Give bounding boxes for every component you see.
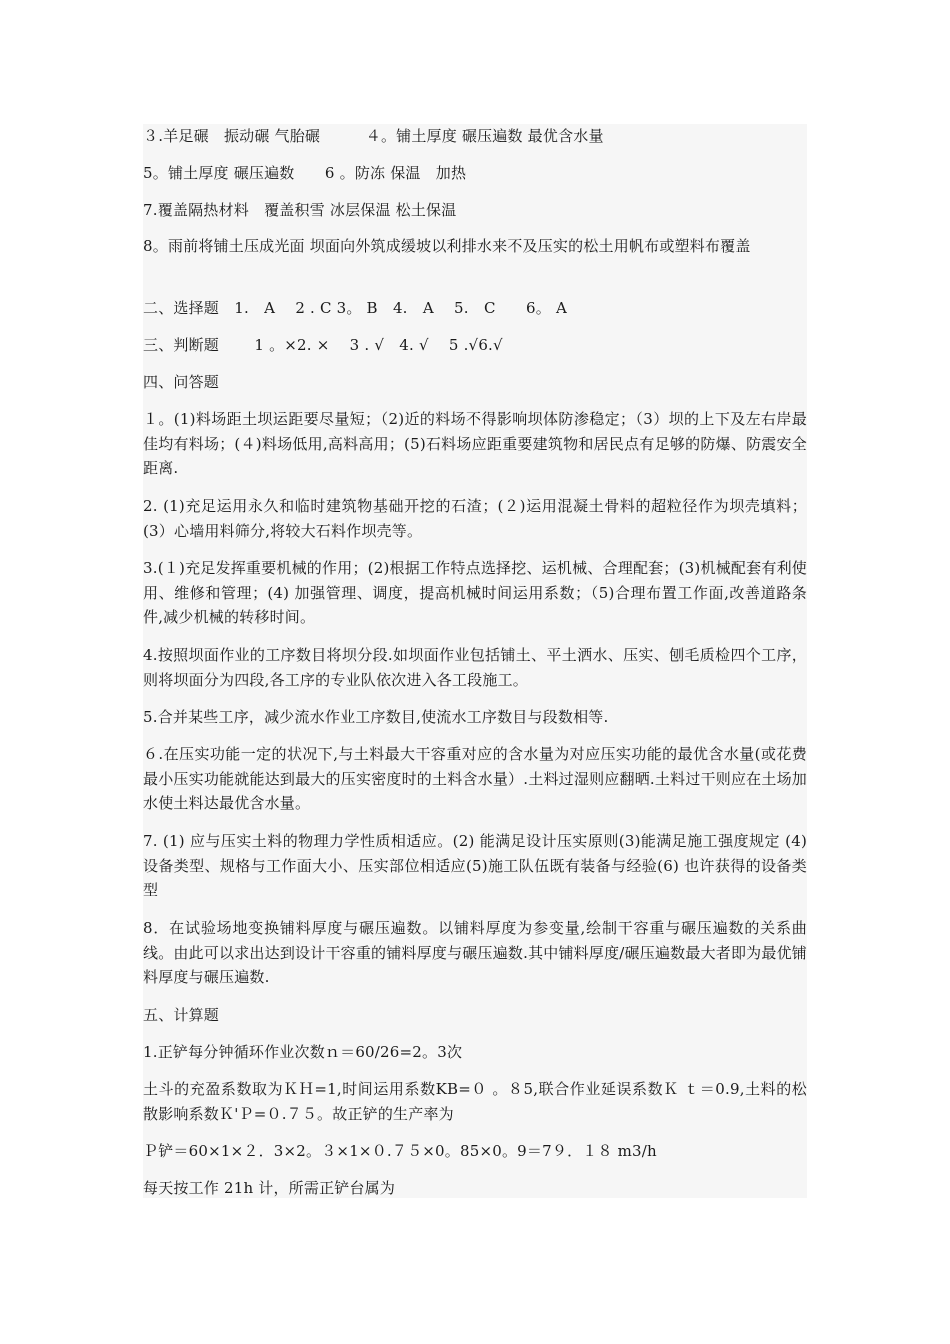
section-heading-calc: 五、计算题 xyxy=(143,1006,220,1024)
section-judgement-answers: 三、判断题 1 。×2. × 3 . √ 4. √ 5 .√6.√ xyxy=(143,336,503,354)
calc-line-1: 1.正铲每分钟循环作业次数ｎ＝60/26=2。3次 xyxy=(143,1043,463,1061)
qa-answer-7: 7. (1) 应与压实土料的物理力学性质相适应。(2) 能满足设计压实原则(3)能满足施工强度规定 (4)设备类型、规格与工作面大小、压实部位相适应(5)施工队伍既有装备与经验(6) 也许获得的设备类型 xyxy=(143,832,807,899)
answer-fill-3-4: ３.羊足碾 振动碾 气胎碾 ４。铺土厚度 碾压遍数 最优含水量 xyxy=(143,127,604,145)
document-body xyxy=(143,124,807,1198)
answer-fill-5-6: 5。铺土厚度 碾压遍数 6 。防冻 保温 加热 xyxy=(143,164,467,182)
qa-answer-5: 5.合并某些工序，减少流水作业工序数目,使流水工序数目与段数相等. xyxy=(143,708,609,726)
qa-answer-4: 4.按照坝面作业的工序数目将坝分段.如坝面作业包括铺土、平土洒水、压实、刨毛质检四个工序，则将坝面分为四段,各工序的专业队依次进入各工段施工。 xyxy=(143,646,807,689)
answer-fill-8: 8。雨前将铺土压成光面 坝面向外筑成缓坡以利排水来不及压实的松土用帆布或塑料布覆盖 xyxy=(143,237,751,255)
qa-answer-6: ６.在压实功能一定的状况下,与土料最大干容重对应的含水量为对应压实功能的最优含水量(或花费最小压实功能就能达到最大的压实密度时的土料含水量）.土料过湿则应翻晒.土料过干则应在土场加水使土料达最优含水量。 xyxy=(143,745,807,812)
calc-formula: Ｐ铲＝60×1×２．3×2。３×1×０.７５×0。85×0。9＝7９．１８ m3/h xyxy=(143,1142,657,1160)
calc-line-3: 每天按工作 21h 计，所需正铲台属为 xyxy=(143,1179,396,1197)
section-choice-answers: 二、选择题 1. A 2 . C 3。 B 4. A 5. C 6。 A xyxy=(143,299,567,317)
section-heading-qa: 四、问答题 xyxy=(143,373,220,391)
answer-fill-7: 7.覆盖隔热材料 覆盖积雪 冰层保温 松土保温 xyxy=(143,201,457,219)
qa-answer-3: 3.(１)充足发挥重要机械的作用；(2)根据工作特点选择挖、运机械、合理配套；(3)机械配套有利使用、维修和管理；(4) 加强管理、调度，提高机械时间运用系数；（5)合理布置工作面,改善道路条件,减少机械的转移时间。 xyxy=(143,559,807,626)
qa-answer-1: １。(1)料场距土坝运距要尽量短；（2)近的料场不得影响坝体防渗稳定；（3）坝的上下及左右岸最佳均有料场；(４)料场低用,高料高用；(5)石料场应距重要建筑物和居民点有足够的防爆、防震安全距离. xyxy=(143,410,807,477)
calc-line-2: 土斗的充盈系数取为ＫＨ=1,时间运用系数KB=０ 。８5,联合作业延误系数Ｋ ｔ＝0.9,土料的松散影响系数Ｋ'Ｐ=０.７５。故正铲的生产率为 xyxy=(143,1080,807,1123)
qa-answer-2: 2. (1)充足运用永久和临时建筑物基础开挖的石渣；(２)运用混凝土骨料的超粒径作为坝壳填料；(3）心墙用料筛分,将较大石料作坝壳等。 xyxy=(143,497,807,540)
qa-answer-8: 8．在试验场地变换铺料厚度与碾压遍数。以铺料厚度为参变量,绘制干容重与碾压遍数的关系曲线。由此可以求出达到设计干容重的铺料厚度与碾压遍数.其中铺料厚度/碾压遍数最大者即为最优铺料厚度与碾压遍数. xyxy=(143,919,807,986)
